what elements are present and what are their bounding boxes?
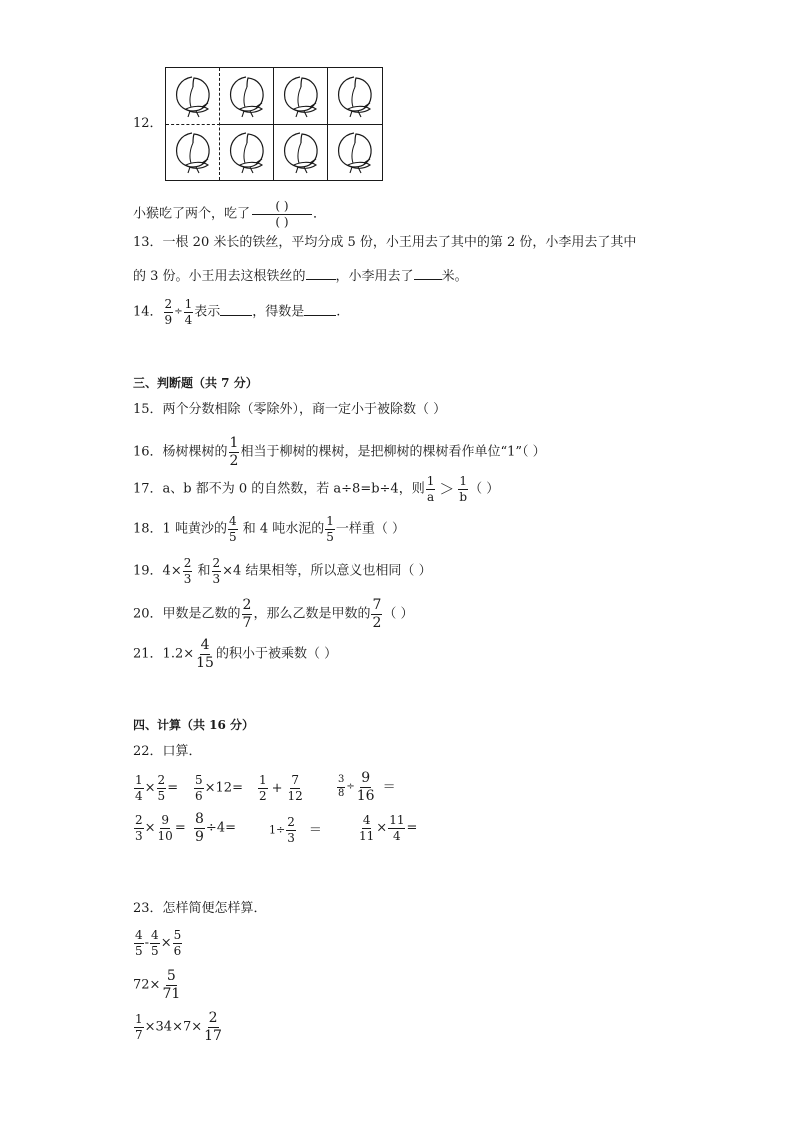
peach-icon — [280, 129, 322, 179]
q14-fraction-1: $\frac{2}{9}$ — [164, 297, 173, 327]
q12-answer-fraction[interactable]: $\frac{( )}{( )}$ — [252, 200, 312, 228]
peach-cell — [328, 68, 382, 124]
q23-expr-2: 72× $\frac{5}{71}$ — [133, 968, 181, 1002]
peach-icon — [172, 129, 214, 179]
fraction: $\frac{8}{9}$ — [195, 811, 204, 845]
fraction: $\frac{9}{10}$ — [157, 813, 173, 843]
peach-grid — [165, 67, 383, 181]
fraction: $\frac{9}{16}$ — [356, 770, 375, 804]
fraction: $\frac{4}{11}$ — [359, 813, 375, 843]
fraction: $\frac{2}{3}$ — [287, 815, 295, 845]
fraction: $\frac{5}{6}$ — [195, 773, 203, 803]
q21-fraction: $\frac{4}{15}$ — [196, 637, 214, 671]
fraction: $\frac{1}{2}$ — [259, 773, 267, 803]
q22-expr-3: $\frac{1}{2}$ + $\frac{7}{12}$ — [259, 773, 303, 803]
q17-line: 17．a、b 都不为 0 的自然数，若 a÷8=b÷4，则 $\frac{1}{a}$ ＞ $\frac{1}{b}$ （ ） — [133, 474, 500, 504]
peach-icon — [172, 73, 214, 123]
q23-expr-3: $\frac{1}{7}$ ×34×7× $\frac{2}{17}$ — [135, 1010, 222, 1044]
q18-line: 18．1 吨黄沙的 $\frac{4}{5}$ 和 4 吨水泥的 $\frac{1}{5}$ 一样重（ ） — [133, 514, 406, 544]
q17-fraction-2: $\frac{1}{b}$ — [459, 474, 468, 504]
q18-fraction-1: $\frac{4}{5}$ — [228, 514, 237, 544]
q22-expr-1: $\frac{1}{4}$ × $\frac{2}{5}$ = — [135, 773, 179, 803]
fraction: $\frac{1}{7}$ — [135, 1012, 143, 1042]
peach-cell — [274, 124, 328, 180]
q13-line1: 13．一根 20 米长的铁丝，平均分成 5 份，小王用去了其中的第 2 份，小李用去了其中 — [133, 235, 637, 250]
section-3-title: 三、判断题（共 7 分） — [133, 376, 258, 390]
section-4-title: 四、计算（共 16 分） — [133, 718, 255, 732]
q22-expr-4: $\frac{3}{8}$ ÷ $\frac{9}{16}$ ＝ — [338, 770, 396, 804]
q14-line: 14． $\frac{2}{9}$ ÷ $\frac{1}{4}$ 表示 ，得数是 . — [133, 297, 341, 327]
peach-cell — [166, 124, 220, 180]
q16-fraction: $\frac{1}{2}$ — [229, 435, 239, 469]
q16-line: 16．杨树棵树的 $\frac{1}{2}$ 相当于柳树的棵树，是把柳树的棵树看作单位“1”（ ） — [133, 435, 546, 469]
q15-text: 15．两个分数相除（零除外），商一定小于被除数（ ） — [133, 402, 447, 417]
q22-expr-8: $\frac{4}{11}$ × $\frac{11}{4}$ = — [359, 813, 418, 843]
fraction: $\frac{7}{12}$ — [287, 773, 303, 803]
q23-expr-1: $\frac{4}{5}$ - $\frac{4}{5}$ × $\frac{5}{6}$ — [135, 928, 182, 958]
fraction: $\frac{5}{71}$ — [162, 968, 181, 1002]
q14-blank-2[interactable] — [304, 303, 336, 316]
q13-line2: 的 3 份。小王用去这根铁丝的 ，小李用去了 米。 — [133, 269, 468, 284]
q21-line: 21．1.2× $\frac{4}{15}$ 的积小于被乘数（ ） — [133, 637, 338, 671]
fraction: $\frac{3}{8}$ — [338, 774, 345, 799]
q14-blank-1[interactable] — [220, 303, 252, 316]
q22-title: 22．口算． — [133, 744, 202, 759]
peach-icon — [226, 73, 268, 123]
q19-line: 19．4× $\frac{2}{3}$ 和 $\frac{2}{3}$ ×4 结果相等，所以意义也相同（ ） — [133, 556, 432, 586]
q23-title: 23．怎样简便怎样算． — [133, 901, 267, 916]
fraction: $\frac{4}{5}$ — [151, 928, 159, 958]
fraction: $\frac{11}{4}$ — [389, 813, 405, 843]
fraction: $\frac{2}{3}$ — [135, 813, 143, 843]
fraction: $\frac{1}{4}$ — [135, 773, 143, 803]
fraction: $\frac{2}{17}$ — [204, 1010, 222, 1044]
q12-line: 小猴吃了两个，吃了 $\frac{( )}{( )}$ ． — [133, 199, 327, 229]
peach-icon — [334, 129, 376, 179]
peach-cell — [220, 124, 274, 180]
peach-icon — [226, 129, 268, 179]
fraction: $\frac{5}{6}$ — [173, 928, 182, 958]
q20-line: 20．甲数是乙数的 $\frac{2}{7}$ ，那么乙数是甲数的 $\frac{7}{2}$ （ ） — [133, 597, 414, 631]
q22-expr-2: $\frac{5}{6}$ ×12= — [195, 773, 243, 803]
q17-fraction-1: $\frac{1}{a}$ — [426, 474, 435, 504]
q20-fraction-2: $\frac{7}{2}$ — [372, 597, 382, 631]
q13-blank-2[interactable] — [414, 267, 442, 280]
q22-expr-7: 1÷ $\frac{2}{3}$ ＝ — [269, 815, 322, 845]
peach-cell — [328, 124, 382, 180]
fraction: $\frac{4}{5}$ — [135, 928, 143, 958]
q18-fraction-2: $\frac{1}{5}$ — [326, 514, 334, 544]
q19-fraction-1: $\frac{2}{3}$ — [183, 556, 192, 586]
peach-cell — [274, 68, 328, 124]
q14-fraction-2: $\frac{1}{4}$ — [184, 297, 193, 327]
q13-blank-1[interactable] — [306, 267, 336, 280]
q22-expr-6: $\frac{8}{9}$ ÷4= — [195, 811, 236, 845]
q12-text: 小猴吃了两个，吃了 — [133, 206, 251, 222]
fraction: $\frac{2}{5}$ — [157, 773, 166, 803]
peach-icon — [280, 73, 322, 123]
q20-fraction-1: $\frac{2}{7}$ — [242, 597, 252, 631]
q22-expr-5: $\frac{2}{3}$ × $\frac{9}{10}$ = — [135, 813, 186, 843]
q19-fraction-2: $\frac{2}{3}$ — [212, 556, 221, 586]
q12-number: 12． — [133, 116, 163, 131]
peach-cell — [166, 68, 220, 124]
peach-icon — [334, 73, 376, 123]
peach-cell — [220, 68, 274, 124]
